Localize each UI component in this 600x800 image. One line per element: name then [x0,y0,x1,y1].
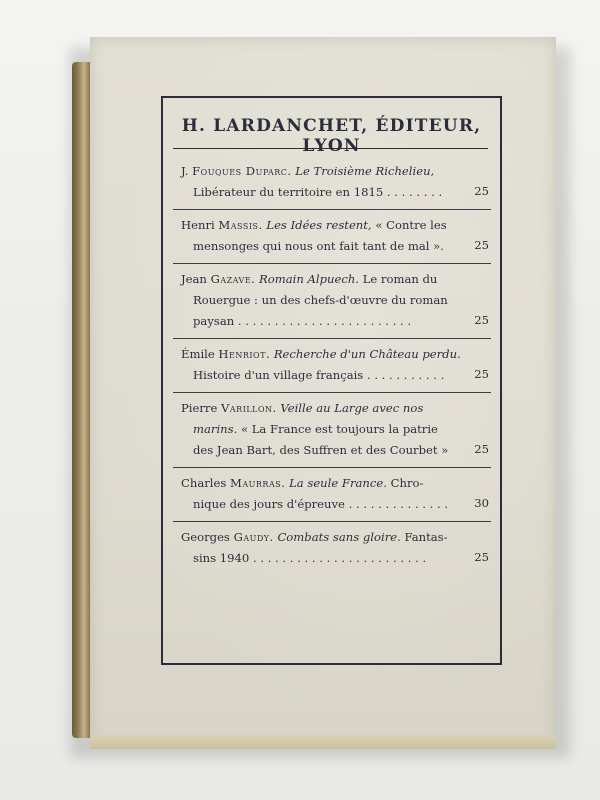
book-price: 30 [474,496,489,510]
book-title: Le Troisième Richelieu, [295,164,435,178]
book-price: 25 [474,184,489,198]
catalog-entry [173,522,491,575]
author-first: Pierre [181,401,218,415]
book-price: 25 [474,550,489,564]
book-title-cont: marins. [193,422,238,436]
book-subtitle: Fantas- [404,530,448,544]
catalog-frame [161,96,502,665]
catalog-list [173,156,491,575]
book-subtitle: « La France est toujours la patrie [240,422,438,436]
catalog-entry [173,393,491,468]
page-edges [90,735,556,749]
catalog-entry [173,156,491,210]
book-description: sins 1940 . . . . . . . . . . . . . . . . . . . . . . . . [193,551,427,565]
author-last: Massis. [218,218,263,232]
header-rule [173,148,488,149]
author-first: Georges [181,530,230,544]
author-last: Gaudy. [233,530,274,544]
catalog-entry [173,468,491,522]
book-title: Recherche d'un Château perdu. [273,347,461,361]
book-subtitle: Le roman du [362,272,438,286]
author-first: Jean [181,272,207,286]
author-first: Émile [181,347,215,361]
publisher-header: H. LARDANCHET, ÉDITEUR, LYON [181,116,482,156]
book-description: Libérateur du territoire en 1815 . . . . . . . . [193,185,443,199]
book-price: 25 [474,313,489,327]
book-subtitle: « Contre les [375,218,447,232]
book-subtitle: Chro- [390,476,424,490]
book-description-a: Rouergue : un des chefs-d'œuvre du roman [193,293,448,307]
book-title: Combats sans gloire. [277,530,401,544]
book-title: Les Idées restent, [266,218,372,232]
catalog-entry [173,210,491,264]
book-description: paysan . . . . . . . . . . . . . . . . . . . . . . . . [193,314,412,328]
author-first: Henri [181,218,215,232]
book-price: 25 [474,238,489,252]
author-last: Varillon. [221,401,277,415]
book-title: Romain Alpuech. [259,272,359,286]
book-description: Histoire d'un village français . . . . . . . . . . . [193,368,445,382]
author-first: J. [181,164,189,178]
book-price: 25 [474,442,489,456]
author-first: Charles [181,476,227,490]
book-title: Veille au Large avec nos [280,401,424,415]
book-description: mensonges qui nous ont fait tant de mal ». [193,239,444,253]
book-title: La seule France. [289,476,387,490]
author-last: Maurras. [230,476,286,490]
author-last: Henriot. [218,347,271,361]
author-last: Fouques Duparc. [192,164,292,178]
book-description: des Jean Bart, des Suffren et des Courbet » [193,443,449,457]
author-last: Gazave. [210,272,256,286]
book-description: nique des jours d'épreuve . . . . . . . . . . . . . . [193,497,449,511]
catalog-entry [173,264,491,339]
catalog-entry [173,339,491,393]
book-back-cover [90,37,556,747]
book-price: 25 [474,367,489,381]
